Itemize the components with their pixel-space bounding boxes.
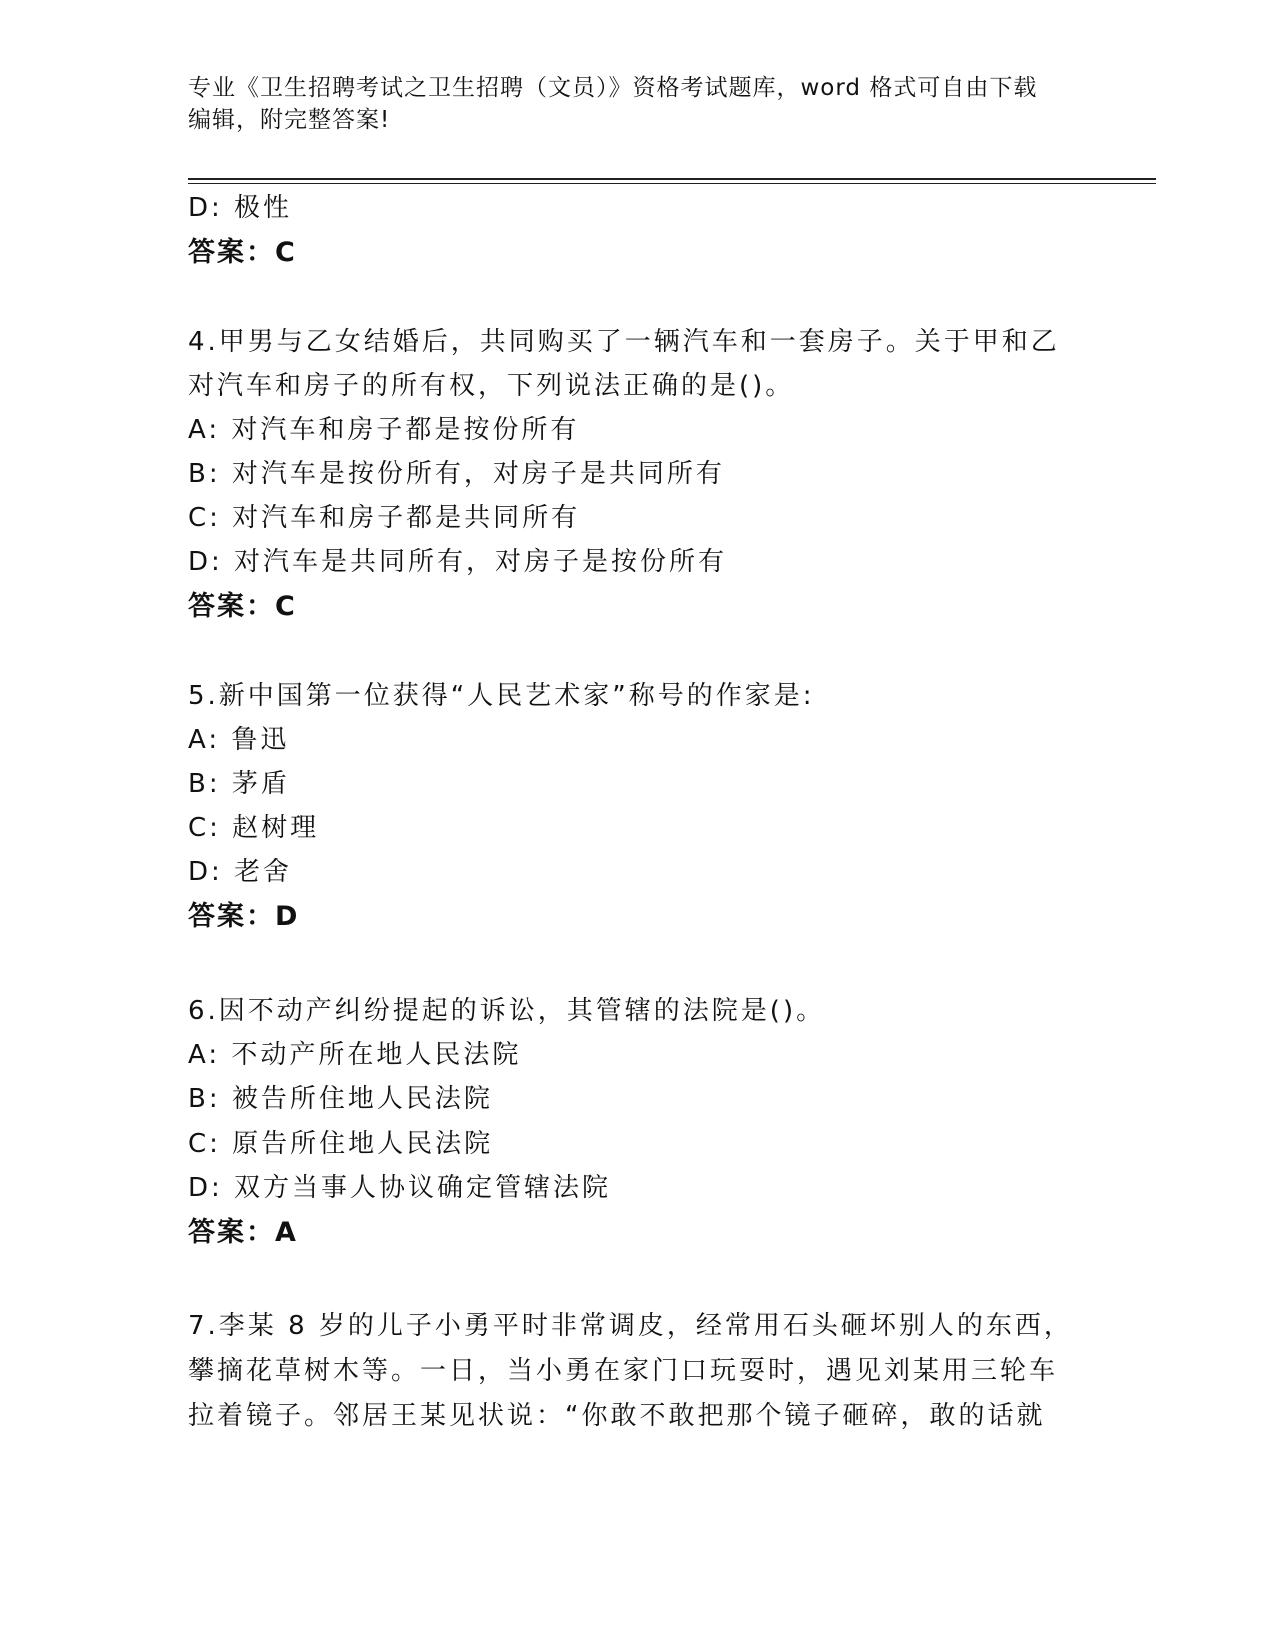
q5-option-b: B: 茅盾	[188, 769, 290, 799]
q4-answer: 答案：C	[188, 591, 297, 622]
q4-stem-line-1: 4.甲男与乙女结婚后，共同购买了一辆汽车和一套房子。关于甲和乙	[188, 327, 1060, 357]
q7-stem-line-1: 7.李某 8 岁的儿子小勇平时非常调皮，经常用石头砸坏别人的东西，	[188, 1311, 1073, 1341]
q6-answer: 答案：A	[188, 1217, 298, 1248]
q5-option-a: A: 鲁迅	[188, 725, 290, 755]
q4-stem-line-2: 对汽车和房子的所有权，下列说法正确的是()。	[188, 371, 795, 401]
q7-stem-line-2: 攀摘花草树木等。一日，当小勇在家门口玩耍时，遇见刘某用三轮车	[188, 1356, 1059, 1386]
q4-option-c: C: 对汽车和房子都是共同所有	[188, 503, 581, 533]
q5-answer: 答案：D	[188, 901, 300, 932]
q7-stem-line-3: 拉着镜子。邻居王某见状说：“你敢不敢把那个镜子砸碎，敢的话就	[188, 1401, 1046, 1431]
header-divider-thin	[188, 183, 1156, 184]
q4-option-a: A: 对汽车和房子都是按份所有	[188, 415, 580, 445]
q6-stem-line-1: 6.因不动产纠纷提起的诉讼，其管辖的法院是()。	[188, 996, 826, 1026]
q5-stem-line-1: 5.新中国第一位获得“人民艺术家”称号的作家是:	[188, 681, 815, 711]
q4-option-b: B: 对汽车是按份所有，对房子是共同所有	[188, 459, 725, 489]
header-line-2: 编辑，附完整答案!	[188, 107, 391, 133]
q6-option-d: D: 双方当事人协议确定管辖法院	[188, 1173, 612, 1203]
document-header	[188, 72, 1088, 136]
q6-option-b: B: 被告所住地人民法院	[188, 1084, 493, 1114]
q3-answer: 答案：C	[188, 237, 297, 268]
q5-option-d: D: 老舍	[188, 857, 293, 887]
q3-option-d: D: 极性	[188, 193, 293, 223]
header-divider-thick	[188, 178, 1156, 180]
q4-option-d: D: 对汽车是共同所有，对房子是按份所有	[188, 547, 728, 577]
q5-option-c: C: 赵树理	[188, 813, 320, 843]
q6-option-a: A: 不动产所在地人民法院	[188, 1040, 522, 1070]
q6-option-c: C: 原告所住地人民法院	[188, 1129, 494, 1159]
header-line-1: 专业《卫生招聘考试之卫生招聘（文员）》资格考试题库，word 格式可自由下载	[188, 75, 1038, 101]
